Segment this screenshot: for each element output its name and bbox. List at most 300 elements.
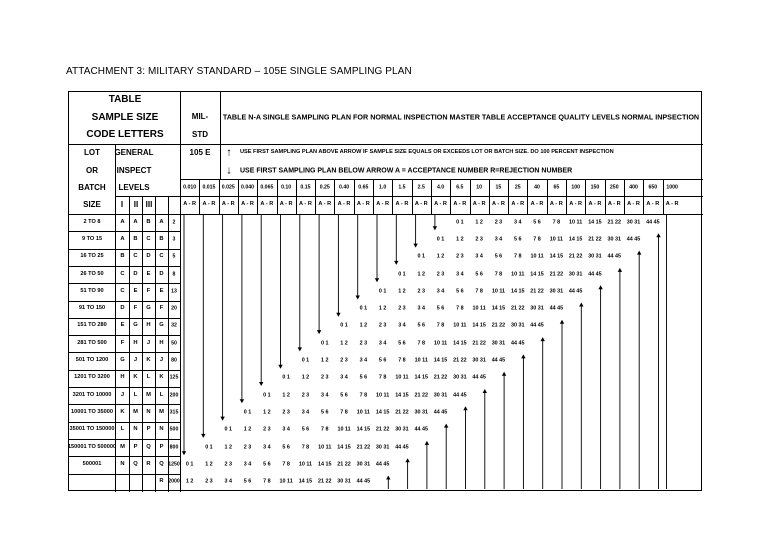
- accept-reject-numbers: 3 4: [378, 340, 387, 347]
- level-divider-2: [142, 196, 143, 492]
- accept-reject-label: A - R: [607, 201, 621, 208]
- inspection-level-letter: D: [146, 253, 151, 260]
- accept-reject-numbers: 3 4: [224, 478, 232, 485]
- level-divider-1: [129, 196, 130, 492]
- accept-reject-numbers: 44 45: [549, 305, 564, 312]
- accept-reject-numbers: 30 31: [433, 391, 448, 398]
- inspection-level-letter: G: [120, 357, 125, 364]
- accept-reject-label: A - R: [549, 201, 563, 208]
- accept-reject-numbers: 30 31: [588, 253, 602, 260]
- accept-reject-numbers: 2 3: [301, 391, 310, 398]
- accept-reject-numbers: 44 45: [568, 288, 583, 295]
- lot-size-label: 150001 TO 500000: [67, 443, 117, 450]
- down-arrow-head: [298, 347, 302, 351]
- aql-level-label: 0.10: [281, 183, 292, 190]
- row-divider: [69, 370, 180, 371]
- aql-level-label: 25: [514, 183, 521, 190]
- accept-reject-numbers: 1 2: [205, 461, 213, 468]
- accept-reject-numbers: 44 45: [511, 340, 525, 347]
- code-letter: B: [159, 236, 164, 243]
- accept-reject-numbers: 14 15: [588, 218, 602, 225]
- accept-reject-numbers: 1 2: [398, 288, 406, 295]
- row-divider: [69, 318, 180, 319]
- accept-reject-numbers: 10 11: [453, 322, 467, 329]
- accept-reject-numbers: 1 2: [224, 443, 232, 450]
- aql-header-divider: [470, 179, 471, 214]
- aql-level-label: 1.5: [398, 183, 406, 190]
- accept-reject-numbers: 7 8: [263, 478, 271, 485]
- code-letter: F: [159, 305, 164, 312]
- aql-column-divider: [180, 92, 181, 492]
- inspection-level-letter: M: [120, 443, 125, 450]
- aql-header-divider: [431, 179, 432, 214]
- accept-reject-numbers: 10 11: [298, 461, 313, 468]
- accept-reject-numbers: 10 11: [569, 218, 583, 225]
- inspection-level-letter: J: [133, 357, 138, 364]
- accept-reject-numbers: 10 11: [356, 409, 370, 416]
- accept-reject-numbers: 7 8: [436, 322, 445, 329]
- up-arrow-head: [637, 251, 641, 255]
- accept-reject-numbers: 2 3: [340, 357, 348, 364]
- inspection-level-letter: D: [120, 305, 125, 312]
- lot-size-label: 501 TO 1200: [75, 357, 109, 364]
- accept-reject-numbers: 14 15: [414, 374, 428, 381]
- row-divider: [69, 249, 180, 250]
- aql-level-label: 0.40: [338, 183, 350, 190]
- sample-size: 200: [169, 392, 179, 399]
- inspection-level-letter: M: [133, 409, 138, 416]
- inspection-level-letter: N: [146, 409, 151, 416]
- accept-reject-numbers: 14 15: [298, 478, 313, 485]
- accept-reject-numbers: 21 22: [375, 426, 390, 433]
- inspection-level-letter: N: [120, 460, 125, 467]
- aql-header-divider: [450, 179, 451, 214]
- aql-header-divider: [489, 179, 490, 214]
- up-arrow-head: [579, 303, 583, 307]
- accept-reject-label: A - R: [395, 201, 409, 208]
- inspection-level-letter: H: [133, 339, 138, 346]
- accept-reject-numbers: 1 2: [359, 322, 368, 329]
- down-arrow-head: [201, 434, 205, 438]
- accept-reject-numbers: 2 3: [359, 340, 368, 347]
- accept-reject-numbers: 2 3: [378, 322, 387, 329]
- accept-reject-numbers: 10 11: [491, 288, 506, 295]
- inspection-level-letter: L: [133, 391, 138, 398]
- accept-reject-label: A - R: [202, 201, 216, 208]
- lot-label-line-3: BATCH: [78, 183, 106, 192]
- accept-reject-numbers: 0 1: [243, 409, 252, 416]
- accept-reject-numbers: 3 4: [340, 374, 348, 381]
- accept-reject-numbers: 10 11: [472, 305, 486, 312]
- mil-label-line-1: MIL-: [191, 112, 209, 121]
- row-divider: [69, 439, 180, 440]
- lot-size-label: 281 TO 500: [77, 339, 107, 346]
- accept-reject-label: A - R: [279, 201, 293, 208]
- accept-reject-numbers: 7 8: [552, 218, 561, 225]
- aql-level-label: 1000: [666, 183, 678, 190]
- inspection-level-letter: G: [133, 322, 138, 329]
- accept-reject-numbers: 14 15: [453, 340, 467, 347]
- accept-reject-numbers: 44 45: [530, 322, 544, 329]
- lot-size-label: 1201 TO 3200: [74, 374, 110, 381]
- accept-reject-numbers: 7 8: [301, 443, 310, 450]
- sample-size: 3: [172, 236, 176, 243]
- accept-reject-numbers: 7 8: [398, 357, 406, 364]
- code-letter: H: [159, 339, 164, 346]
- accept-reject-numbers: 30 31: [395, 426, 409, 433]
- up-arrow-head: [656, 233, 660, 237]
- sample-size: 800: [169, 443, 179, 450]
- accept-reject-numbers: 44 45: [433, 409, 448, 416]
- accept-reject-label: A - R: [337, 201, 351, 208]
- accept-reject-numbers: 21 22: [318, 478, 332, 485]
- accept-reject-numbers: 7 8: [359, 391, 368, 398]
- accept-reject-numbers: 2 3: [456, 253, 464, 260]
- accept-reject-label: A - R: [588, 201, 602, 208]
- sampling-plan-table: [68, 91, 702, 491]
- header-divider: [69, 144, 703, 145]
- accept-reject-numbers: 5 6: [456, 288, 464, 295]
- accept-reject-numbers: 1 2: [340, 340, 348, 347]
- accept-reject-label: A - R: [569, 201, 583, 208]
- accept-reject-numbers: 3 4: [282, 426, 290, 433]
- accept-reject-numbers: 7 8: [282, 461, 290, 468]
- accept-reject-numbers: 0 1: [436, 236, 445, 243]
- accept-reject-numbers: 5 6: [398, 340, 406, 347]
- accept-reject-label: A - R: [627, 201, 640, 208]
- accept-reject-numbers: 14 15: [318, 461, 332, 468]
- up-arrow-head: [521, 354, 525, 358]
- aql-header-divider: [373, 179, 374, 214]
- code-letter: D: [159, 270, 164, 277]
- aql-level-label: 250: [609, 183, 619, 190]
- accept-reject-numbers: 3 4: [494, 236, 503, 243]
- accept-reject-numbers: 3 4: [456, 270, 464, 277]
- accept-reject-numbers: 10 11: [395, 374, 409, 381]
- aql-header-divider: [277, 179, 278, 214]
- inspection-level-letter: Q: [146, 443, 151, 450]
- aql-level-label: 0.040: [241, 183, 255, 190]
- accept-reject-label: A - R: [665, 201, 679, 208]
- accept-reject-numbers: 5 6: [321, 409, 329, 416]
- inspection-level-letter: M: [146, 391, 151, 398]
- levels-divider: [116, 196, 180, 197]
- code-letter: E: [159, 287, 164, 294]
- accept-reject-numbers: 14 15: [491, 305, 506, 312]
- accept-reject-numbers: 21 22: [511, 305, 525, 312]
- accept-reject-numbers: 0 1: [398, 270, 406, 277]
- accept-reject-label: A - R: [472, 201, 486, 208]
- sample-size: 2: [172, 219, 176, 226]
- accept-reject-label: A - R: [492, 201, 505, 208]
- accept-reject-numbers: 5 6: [494, 253, 503, 260]
- rows-top-divider: [69, 214, 703, 215]
- table-label-line-2: SAMPLE SIZE: [91, 112, 159, 123]
- aql-header-divider: [257, 179, 258, 214]
- accept-reject-numbers: 0 1: [340, 322, 348, 329]
- note-below-arrow: USE FIRST SAMPLING PLAN BELOW ARROW A = ACCEPTANCE NUMBER R=REJECTION NUMBER: [240, 167, 573, 175]
- sample-size: 8: [172, 270, 176, 277]
- accept-reject-numbers: 5 6: [263, 461, 271, 468]
- aql-header-divider: [566, 179, 567, 214]
- accept-reject-numbers: 2 3: [436, 270, 445, 277]
- accept-reject-numbers: 10 11: [414, 357, 428, 364]
- sample-size: 1250: [168, 461, 180, 468]
- accept-reject-numbers: 30 31: [375, 443, 390, 450]
- sample-size: 80: [171, 357, 177, 364]
- aql-header-divider: [315, 179, 316, 214]
- aql-level-label: 1.0: [379, 183, 387, 190]
- accept-reject-label: A - R: [260, 201, 274, 208]
- aql-level-label: 65: [553, 183, 560, 190]
- inspection-level-letter: D: [133, 270, 138, 277]
- accept-reject-numbers: 30 31: [511, 322, 525, 329]
- main-table-title: TABLE N-A SINGLE SAMPLING PLAN FOR NORMAL INSPECTION MASTER TABLE ACCEPTANCE QUALITY LEVELS NORMAL INPSECTION: [222, 112, 700, 122]
- inspection-level-letter: F: [133, 305, 138, 312]
- row-divider: [69, 456, 180, 457]
- accept-reject-numbers: 14 15: [433, 357, 448, 364]
- accept-reject-label: A - R: [356, 201, 370, 208]
- accept-reject-numbers: 0 1: [185, 461, 194, 468]
- accept-reject-numbers: 1 2: [378, 305, 387, 312]
- up-arrow-head: [425, 441, 429, 445]
- inspection-level-letter: G: [146, 305, 151, 312]
- aql-level-label: 400: [629, 183, 638, 190]
- accept-reject-numbers: 44 45: [588, 270, 602, 277]
- accept-reject-numbers: 21 22: [568, 253, 583, 260]
- accept-reject-numbers: 21 22: [472, 340, 486, 347]
- row-divider: [69, 352, 180, 353]
- aql-header-divider: [334, 179, 335, 214]
- accept-reject-numbers: 21 22: [433, 374, 448, 381]
- code-letter: N: [159, 426, 164, 433]
- accept-reject-numbers: 2 3: [243, 443, 252, 450]
- accept-reject-numbers: 30 31: [530, 305, 544, 312]
- accept-reject-numbers: 1 2: [417, 270, 425, 277]
- accept-reject-numbers: 21 22: [588, 236, 602, 243]
- accept-reject-numbers: 30 31: [356, 461, 371, 468]
- accept-reject-numbers: 3 4: [263, 443, 271, 450]
- lot-size-label: 3201 TO 10000: [72, 391, 112, 398]
- inspection-level-letter: R: [146, 460, 151, 467]
- accept-reject-numbers: 2 3: [263, 426, 271, 433]
- sample-size: 2000: [168, 478, 180, 485]
- accept-reject-numbers: 44 45: [356, 478, 371, 485]
- row-divider: [69, 335, 180, 336]
- inspection-level-letter: F: [120, 339, 125, 346]
- accept-reject-numbers: 30 31: [472, 357, 486, 364]
- accept-reject-numbers: 10 11: [279, 478, 293, 485]
- accept-reject-numbers: 30 31: [607, 236, 621, 243]
- accept-reject-numbers: 14 15: [375, 409, 390, 416]
- inspection-level-letter: B: [133, 236, 138, 243]
- accept-reject-numbers: 21 22: [607, 218, 621, 225]
- down-arrow-head: [278, 365, 282, 369]
- code-letter: C: [159, 253, 164, 260]
- lot-size-label: 9 TO 15: [81, 236, 103, 243]
- accept-reject-numbers: 5 6: [475, 270, 483, 277]
- accept-reject-numbers: 7 8: [494, 270, 503, 277]
- accept-reject-numbers: 1 2: [282, 391, 290, 398]
- inspection-level-letter: P: [146, 426, 151, 433]
- accept-reject-numbers: 30 31: [549, 288, 564, 295]
- accept-reject-numbers: 21 22: [453, 357, 467, 364]
- up-arrow-icon: ↑: [226, 146, 232, 159]
- accept-reject-numbers: 44 45: [375, 461, 390, 468]
- accept-reject-numbers: 1 2: [436, 253, 445, 260]
- table-label-line-3: CODE LETTERS: [86, 129, 164, 140]
- aql-level-label: 150: [590, 183, 600, 190]
- inspection-level-letter: E: [120, 322, 125, 329]
- accept-reject-numbers: 2 3: [205, 478, 213, 485]
- inspection-level-letter: F: [146, 287, 151, 294]
- inspection-level-letter: K: [146, 357, 151, 364]
- accept-reject-numbers: 2 3: [494, 218, 503, 225]
- row-divider: [69, 283, 180, 284]
- accept-reject-numbers: 0 1: [359, 305, 368, 312]
- inspection-level-letter: Q: [133, 460, 138, 467]
- inspection-level-letter: C: [146, 236, 151, 243]
- lot-size-label: 10001 TO 35000: [71, 409, 113, 416]
- accept-reject-numbers: 7 8: [475, 288, 483, 295]
- accept-reject-numbers: 1 2: [185, 478, 194, 485]
- accept-reject-numbers: 5 6: [340, 391, 348, 398]
- accept-reject-numbers: 0 1: [456, 218, 464, 225]
- code-letter: J: [159, 357, 164, 364]
- accept-reject-numbers: 44 45: [626, 236, 641, 243]
- aql-level-label: 0.25: [319, 183, 330, 190]
- accept-reject-numbers: 0 1: [224, 426, 232, 433]
- inspection-level-letter: E: [133, 287, 138, 294]
- sample-size: 5: [172, 253, 176, 260]
- code-letter: P: [159, 443, 164, 450]
- aql-level-label: 650: [648, 183, 658, 190]
- accept-reject-numbers: 1 2: [263, 409, 271, 416]
- accept-reject-numbers: 1 2: [475, 218, 483, 225]
- accept-reject-numbers: 14 15: [337, 443, 351, 450]
- up-arrow-head: [405, 458, 409, 462]
- accept-reject-numbers: 21 22: [356, 443, 371, 450]
- inspection-level-letter: P: [133, 443, 138, 450]
- accept-reject-numbers: 30 31: [568, 270, 583, 277]
- levels-column-divider: [155, 196, 156, 492]
- inspection-level-letter: K: [120, 409, 125, 416]
- accept-reject-numbers: 30 31: [626, 218, 641, 225]
- aql-level-label: 0.015: [202, 183, 216, 190]
- accept-reject-numbers: 0 1: [205, 443, 213, 450]
- code-letter: G: [159, 322, 164, 329]
- accept-reject-numbers: 0 1: [282, 374, 290, 381]
- level-numeral-2: II: [133, 200, 139, 209]
- accept-reject-numbers: 5 6: [417, 322, 425, 329]
- inspection-level-letter: J: [120, 391, 125, 398]
- row-divider: [69, 231, 180, 232]
- lot-size-label: 151 TO 280: [77, 322, 107, 329]
- aql-level-label: 15: [495, 183, 502, 190]
- document-title: ATTACHMENT 3: MILITARY STANDARD – 105E SINGLE SAMPLING PLAN: [66, 66, 412, 77]
- inspection-level-letter: A: [120, 218, 125, 225]
- accept-reject-label: A - R: [183, 201, 197, 208]
- up-arrow-head: [502, 372, 506, 376]
- inspection-level-letter: A: [133, 218, 138, 225]
- inspection-level-letter: J: [146, 339, 151, 346]
- accept-reject-numbers: 5 6: [301, 426, 310, 433]
- accept-reject-numbers: 5 6: [514, 236, 522, 243]
- up-arrow-head: [483, 389, 487, 393]
- down-arrow-head: [220, 417, 224, 421]
- accept-reject-numbers: 5 6: [359, 374, 368, 381]
- accept-reject-numbers: 10 11: [549, 236, 563, 243]
- accept-reject-numbers: 0 1: [321, 340, 329, 347]
- code-letter: K: [159, 374, 164, 381]
- row-divider: [69, 422, 180, 423]
- code-letter: M: [159, 409, 164, 416]
- sample-size: 20: [171, 305, 177, 312]
- lot-column-divider: [115, 144, 116, 492]
- inspection-level-letter: C: [120, 270, 125, 277]
- accept-reject-numbers: 21 22: [491, 322, 506, 329]
- inspection-level-letter: L: [146, 374, 151, 381]
- inspection-level-letter: C: [120, 287, 125, 294]
- accept-reject-numbers: 2 3: [321, 374, 329, 381]
- down-arrow-head: [413, 244, 417, 248]
- accept-reject-label: A - R: [453, 201, 467, 208]
- lot-size-label: 35001 TO 150000: [69, 426, 115, 433]
- down-arrow-head: [433, 226, 437, 230]
- aql-header-divider: [219, 179, 220, 214]
- accept-reject-numbers: 0 1: [417, 253, 425, 260]
- accept-reject-numbers: 10 11: [376, 391, 390, 398]
- aql-header-divider: [508, 179, 509, 214]
- aql-level-label: 0.065: [260, 183, 274, 190]
- accept-reject-label: A - R: [511, 201, 525, 208]
- accept-reject-numbers: 0 1: [378, 288, 387, 295]
- accept-reject-label: A - R: [299, 201, 312, 208]
- accept-reject-numbers: 3 4: [359, 357, 368, 364]
- inspection-level-letter: E: [146, 270, 151, 277]
- accept-reject-numbers: 44 45: [491, 357, 506, 364]
- down-arrow-head: [240, 399, 244, 403]
- accept-reject-numbers: 21 22: [395, 409, 409, 416]
- up-arrow-head: [386, 476, 390, 480]
- aql-header-divider: [354, 179, 355, 214]
- down-arrow-head: [336, 313, 340, 317]
- aql-level-label: 0.65: [358, 183, 369, 190]
- accept-reject-numbers: 7 8: [456, 305, 464, 312]
- accept-reject-numbers: 2 3: [475, 236, 483, 243]
- inspection-level-letter: H: [146, 322, 151, 329]
- accept-reject-label: A - R: [376, 201, 390, 208]
- aql-header-divider: [547, 179, 548, 214]
- accept-reject-label: A - R: [434, 201, 447, 208]
- down-arrow-head: [259, 382, 263, 386]
- accept-reject-numbers: 30 31: [453, 374, 467, 381]
- inspection-level-letter: C: [133, 253, 138, 260]
- aql-header-divider: [412, 179, 413, 214]
- aql-level-label: 40: [534, 183, 540, 190]
- accept-reject-numbers: 21 22: [414, 391, 428, 398]
- up-arrow-head: [598, 285, 602, 289]
- level-numeral-3: III: [145, 200, 153, 209]
- std-column-divider: [220, 92, 221, 179]
- level-numeral-1: I: [120, 200, 124, 209]
- aql-header-divider: [527, 179, 528, 214]
- inspect-label-line-1: GENERAL: [114, 148, 154, 157]
- inspect-label-line-3: LEVELS: [118, 183, 150, 192]
- up-arrow-head: [444, 424, 448, 428]
- accept-reject-numbers: 44 45: [646, 218, 660, 225]
- accept-reject-numbers: 1 2: [301, 374, 310, 381]
